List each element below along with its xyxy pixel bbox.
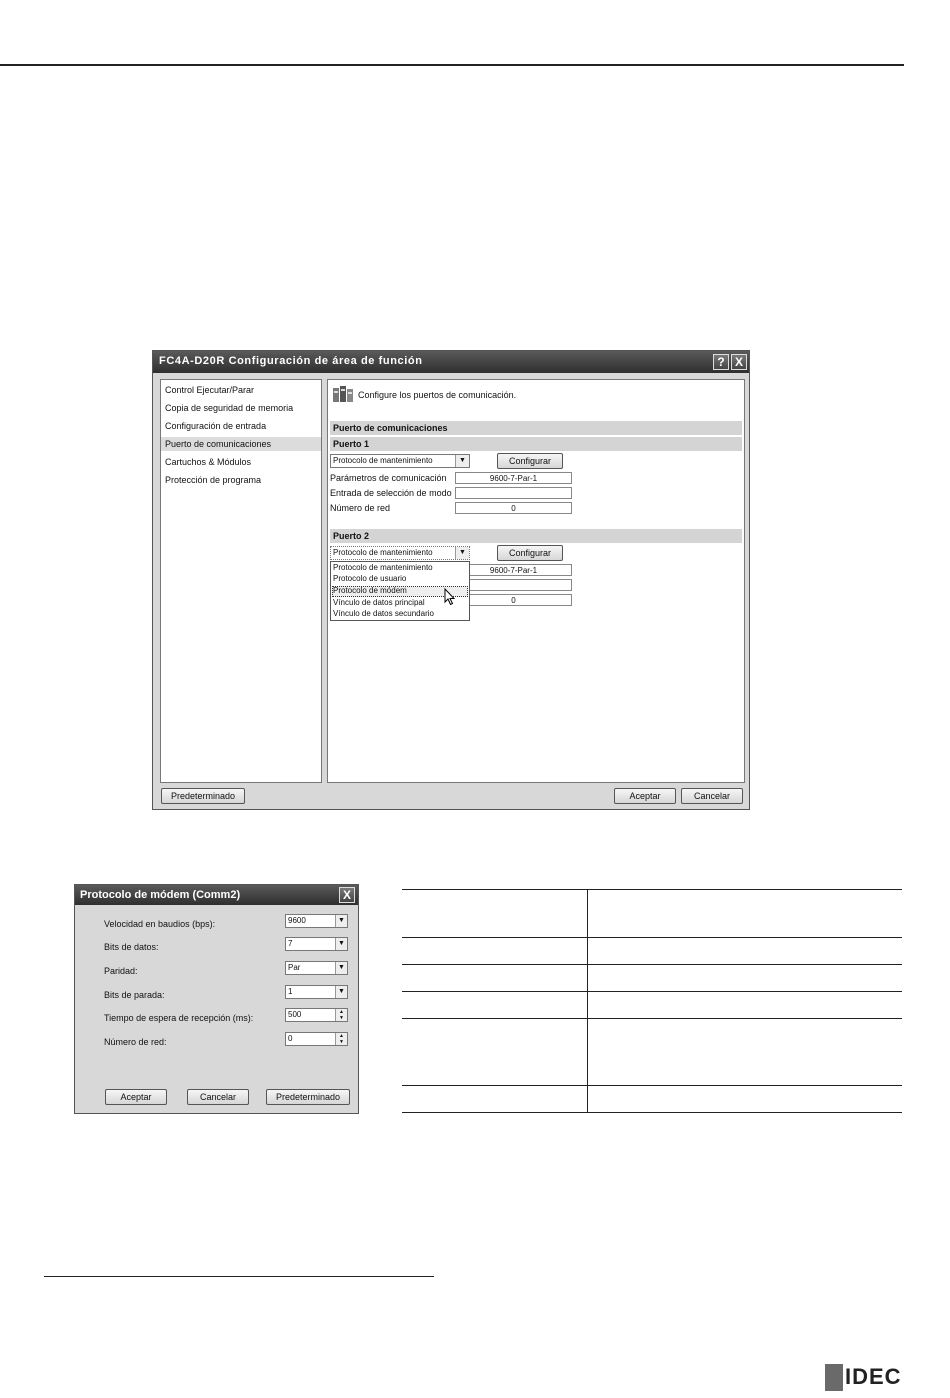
table-column-divider <box>587 889 588 1113</box>
dialog-accept-button[interactable]: Aceptar <box>105 1089 167 1105</box>
dropdown-option-link-master[interactable]: Vínculo de datos principal <box>333 598 425 607</box>
chevron-down-icon[interactable]: ▼ <box>455 547 469 559</box>
nav-item-cartridges[interactable]: Cartuchos & Módulos <box>165 457 252 467</box>
port2-protocol-value: Protocolo de mantenimiento <box>333 548 433 557</box>
header-rule <box>0 64 904 66</box>
port2-protocol-select[interactable] <box>330 546 470 560</box>
idec-logo: IDEC <box>845 1364 902 1389</box>
dropdown-option-maintenance[interactable]: Protocolo de mantenimiento <box>333 563 433 572</box>
dialog-close-button[interactable]: X <box>339 887 355 903</box>
nav-item-input-config[interactable]: Configuración de entrada <box>165 421 267 431</box>
table-rule <box>402 1018 902 1019</box>
stop-bits-label: Bits de parada: <box>104 990 165 1000</box>
window-title: FC4A-D20R Configuración de área de función <box>159 355 423 367</box>
network-number-label: Número de red: <box>104 1037 167 1047</box>
spinner-arrows-icon[interactable]: ▲ ▼ <box>335 1009 347 1021</box>
parity-value: Par <box>288 963 301 972</box>
dialog-titlebar <box>75 885 358 905</box>
close-button[interactable]: X <box>731 354 747 370</box>
network-number-stepper[interactable] <box>285 1032 348 1046</box>
table-rule <box>402 1085 902 1086</box>
section-comm-ports: Puerto de comunicaciones <box>330 421 742 435</box>
receive-timeout-label: Tiempo de espera de recepción (ms): <box>104 1013 254 1023</box>
parity-label: Paridad: <box>104 966 138 976</box>
dialog-title: Protocolo de módem (Comm2) <box>80 889 241 901</box>
window-titlebar <box>153 351 749 373</box>
modem-protocol-dialog <box>74 884 359 1114</box>
table-rule <box>402 937 902 938</box>
port1-configure-button[interactable]: Configurar <box>497 453 563 469</box>
dropdown-option-user[interactable]: Protocolo de usuario <box>333 574 407 583</box>
settings-nav <box>160 379 322 783</box>
port1-network-field[interactable]: 0 <box>455 502 572 514</box>
dropdown-option-link-slave[interactable]: Vínculo de datos secundario <box>333 609 434 618</box>
settings-content <box>327 379 745 783</box>
header-description: Configure los puertos de comunicación. <box>358 390 517 400</box>
network-number-label: Número de red <box>330 503 391 513</box>
table-rule <box>402 991 902 992</box>
dialog-default-button[interactable]: Predeterminado <box>266 1089 350 1105</box>
dropdown-option-modem[interactable]: Protocolo de módem <box>333 586 407 595</box>
table-rule <box>402 964 902 965</box>
spinner-arrows-icon[interactable]: ▲ ▼ <box>335 1033 347 1045</box>
nav-item-run-stop[interactable]: Control Ejecutar/Parar <box>165 385 255 395</box>
port1-mode-select-field[interactable] <box>455 487 572 499</box>
function-area-settings-window <box>152 350 750 810</box>
port2-network-field[interactable]: 0 <box>455 594 572 606</box>
port1-comm-params-field[interactable]: 9600-7-Par-1 <box>455 472 572 484</box>
receive-timeout-value: 500 <box>288 1010 302 1019</box>
chevron-down-icon[interactable]: ▼ <box>335 962 347 974</box>
mouse-pointer-icon <box>444 588 456 606</box>
dialog-cancel-button[interactable]: Cancelar <box>187 1089 249 1105</box>
baud-rate-select[interactable] <box>285 914 348 928</box>
network-number-value: 0 <box>288 1034 293 1043</box>
data-bits-label: Bits de datos: <box>104 942 159 952</box>
table-rule <box>402 1112 902 1113</box>
idec-logo-mark <box>825 1364 843 1391</box>
chevron-down-icon[interactable]: ▼ <box>335 915 347 927</box>
help-button[interactable]: ? <box>713 354 729 370</box>
nav-item-memory-backup[interactable]: Copia de seguridad de memoria <box>165 403 294 413</box>
accept-button[interactable]: Aceptar <box>614 788 676 804</box>
port1-protocol-value: Protocolo de mantenimiento <box>333 456 433 465</box>
section-port-1: Puerto 1 <box>330 437 742 451</box>
mode-select-label: Entrada de selección de modo <box>330 488 452 498</box>
port1-protocol-select[interactable] <box>330 454 470 468</box>
parity-select[interactable] <box>285 961 348 975</box>
chevron-down-icon[interactable]: ▼ <box>455 455 469 467</box>
footnote-rule <box>44 1276 434 1277</box>
section-port-2: Puerto 2 <box>330 529 742 543</box>
data-bits-select[interactable] <box>285 937 348 951</box>
receive-timeout-stepper[interactable] <box>285 1008 348 1022</box>
cancel-button[interactable]: Cancelar <box>681 788 743 804</box>
chevron-down-icon[interactable]: ▼ <box>335 938 347 950</box>
port2-configure-button[interactable]: Configurar <box>497 545 563 561</box>
nav-item-program-protection[interactable]: Protección de programa <box>165 475 262 485</box>
stop-bits-select[interactable] <box>285 985 348 999</box>
port2-mode-select-field[interactable] <box>455 579 572 591</box>
baud-rate-label: Velocidad en baudios (bps): <box>104 919 216 929</box>
port2-comm-params-field[interactable]: 9600-7-Par-1 <box>455 564 572 576</box>
nav-item-comm-ports[interactable]: Puerto de comunicaciones <box>165 439 272 449</box>
stop-bits-value: 1 <box>288 987 293 996</box>
chevron-down-icon[interactable]: ▼ <box>335 986 347 998</box>
table-rule <box>402 889 902 890</box>
baud-rate-value: 9600 <box>288 916 306 925</box>
default-button[interactable]: Predeterminado <box>161 788 245 804</box>
data-bits-value: 7 <box>288 939 293 948</box>
comm-port-icon <box>332 385 354 403</box>
comm-params-label: Parámetros de comunicación <box>330 473 447 483</box>
